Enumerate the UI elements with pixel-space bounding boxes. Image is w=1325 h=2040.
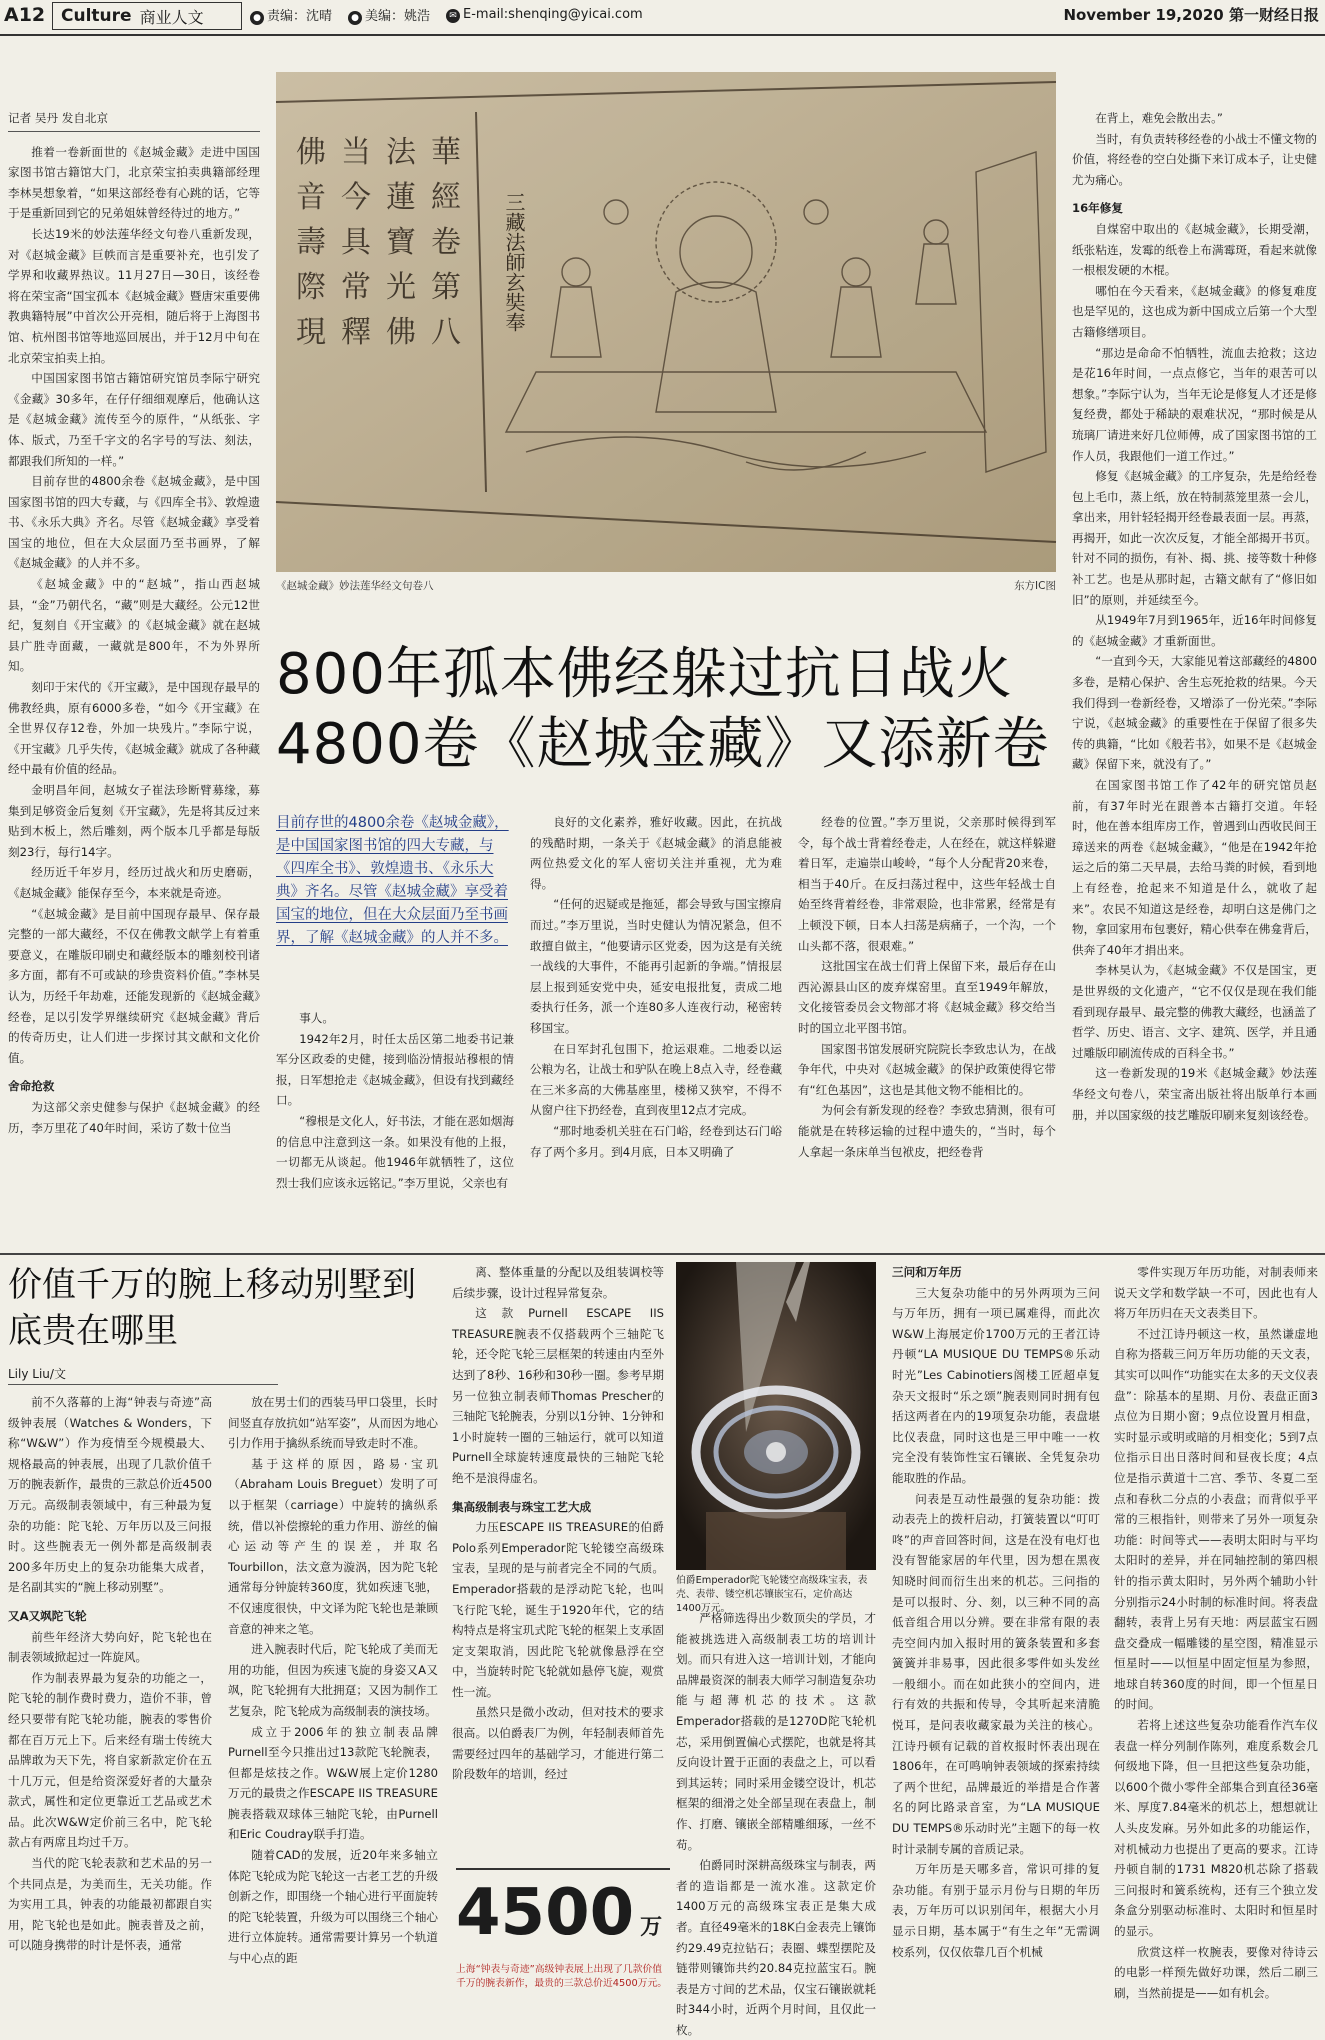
svg-text:蓮: 蓮 <box>386 180 416 215</box>
designer-icon: ● <box>348 11 362 25</box>
section-divider <box>0 1253 1325 1255</box>
paragraph: 力压ESCAPE IIS TREASURE的伯爵Polo系列Emperador陀飞轮镂空高级珠宝表，呈现的是与前者完全不同的气质。Emperador搭载的是浮动陀飞轮，也叫飞行陀飞轮，诞生于1920年代，它的结构特点是将宝玑式陀飞轮的框架上支承固定支架取消，因此陀飞轮就像悬浮在空中，当旋转时陀飞轮就如悬停飞旋，观赏性一流。 <box>452 1520 664 1699</box>
page-header <box>0 0 1325 38</box>
svg-text:經: 經 <box>431 180 461 215</box>
article2-col1 <box>8 1392 212 2012</box>
svg-text:卷: 卷 <box>431 225 461 260</box>
paragraph: 若将上述这些复杂功能看作汽车仪表盘一样分列制作陈列，难度系数会几何级地下降，但一旦把这些复杂功能，以600个微小零件全部集合到直径36毫米、厚度7.84毫米的机芯上，想想就让人头皮发麻。另外如此多的功能运作，对机械动力也提出了更高的要求。江诗丹顿自制的1731 M820机芯除了搭载三问报时和簧系统构，还有三个独立发条盒分别驱动标准时、太阳时和恒星时的显示。 <box>1114 1718 1318 1938</box>
paragraph: 离、整体重量的分配以及组装调校等后续步骤，设计过程异常复杂。 <box>452 1265 664 1300</box>
article1-col1-body <box>8 142 260 1069</box>
paragraph: 目前存世的4800余卷《赵城金藏》，是中国国家图书馆的四大专藏，与《四库全书》、敦煌遗书、《永乐大典》齐名。尽管《赵城金藏》享受着国宝的地位，但在大众层面乃至书画界，了解《赵城金藏》的人并不多。 <box>8 474 260 571</box>
paragraph: 李林昊认为，《赵城金藏》不仅是国宝，更是世界级的文化遗产，“它不仅仅是现在我们能看到现存最早、最完整的佛教大藏经，也涵盖了哲学、历史、语言、文字、建筑、医学，并且通过雕版印刷流传成的百科全书。” <box>1072 963 1317 1060</box>
svg-text:際: 際 <box>296 270 326 305</box>
paragraph: 哪怕在今天看来，《赵城金藏》的修复难度也是罕见的，这也成为新中国成立后第一个大型古籍修缮项目。 <box>1072 283 1317 339</box>
paragraph: “那时地委机关驻在石门峪，经卷到达石门峪存了两个多月。到4月底，日本又明确了 <box>530 1123 782 1159</box>
article2-col2 <box>228 1392 438 2012</box>
svg-text:法: 法 <box>386 135 416 170</box>
article1-headline <box>276 640 1056 780</box>
svg-text:具: 具 <box>341 225 371 260</box>
paragraph: 万年历是天哪多音，常识可排的复杂功能。有别于显示月份与日期的年历表，万年历可以识别闰年，根据大小月显示日期，基本属于“有生之年”无需调校系列，仅仅依靠几百个机械 <box>892 1862 1100 1959</box>
paragraph: 推着一卷新面世的《赵城金藏》走进中国国家图书馆古籍馆大门，北京荣宝拍卖典籍部经理李林昊想象着，“如果这部经卷有心跳的话，它等于是重新回到它的兄弟姐妹曾经待过的地方。” <box>8 144 260 221</box>
big-number-callout <box>456 1878 670 1991</box>
article1-col4 <box>798 812 1056 1248</box>
paragraph: 刻印于宋代的《开宝藏》，是中国现存最早的佛教经典，原有6000多卷，“如今《开宝藏》在全世界仅存12卷，外加一块残片。”李际宁说，《开宝藏》几乎失传，《赵城金藏》就成了各种藏经中最有价值的经品。 <box>8 680 260 777</box>
scroll-translator-text: 三藏法師玄奘奉 <box>502 192 526 332</box>
paragraph: 《赵城金藏》中的“赵城”，指山西赵城县，“金”乃朝代名，“藏”则是大藏经。公元12世纪，复刻自《开宝藏》的《赵城金藏》就在赵城县广胜寺面藏，一藏就是800年，不为外界所知。 <box>8 577 260 674</box>
callout-rule <box>456 1868 670 1870</box>
editor-icon: ● <box>250 11 264 25</box>
article1-col1 <box>8 108 260 1248</box>
svg-text:華: 華 <box>431 135 461 170</box>
paragraph: 金明昌年间，赵城女子崔法珍断臂募缘，募集到足够资金后复刻《开宝藏》，先是将其反过来贴到木板上，然后雕刻，两个版本几乎都是每版刻23行，每行14字。 <box>8 783 260 859</box>
article2-col5 <box>892 1262 1100 2012</box>
article2-byline: Lily Liu/文 <box>8 1365 278 1385</box>
paragraph: “一直到今天，大家能见着这部藏经的4800多卷，是精心保护、舍生忘死抢救的结果。今天我们得到一卷新经卷，又增添了一份光荣。”李际宁说，《赵城金藏》的重要性在于保留了很多失传的典籍，“比如《般若书》，如果不是《赵城金藏》保留下来，就没有了。” <box>1072 654 1317 772</box>
paragraph: 事人。 <box>299 1011 334 1025</box>
paragraph: 为这部父亲史健参与保护《赵城金藏》的经历，李万里花了40年时间，采访了数十位当 <box>8 1099 260 1135</box>
paragraph: 作为制表界最为复杂的功能之一，陀飞轮的制作费时费力，造价不菲，曾经只要带有陀飞轮功能，腕表的零售价都在百万元上下。后来经有瑞士传统大品牌敢为天下先，将自家新款定价在五十几万元，但是给资深爱好者的大量杂款式，属性和定位更靠近工艺品或艺术品。此次W&W定价前三名中，陀飞轮款占有两席且均过千万。 <box>8 1670 212 1850</box>
article2-col3 <box>452 1262 664 1862</box>
editor-credit: ● 责编：沈晴 <box>250 5 332 25</box>
subhead-repeater: 三问和万年历 <box>892 1265 962 1279</box>
subhead-jewelry: 集高级制表与珠宝工艺大成 <box>452 1499 592 1514</box>
email-icon: ✉ <box>446 9 460 23</box>
paragraph: 长达19米的妙法莲华经文句卷八重新发现，对《赵城金藏》巨帙而言是重要补充，也引发了学界和收藏界热议。11月27日—30日，该经卷将在荣宝斋“国宝孤本《赵城金藏》暨唐宋重要佛教典籍特展”中首次公开亮相，随后将于上海图书馆、杭州图书馆等地巡回展出，并于12月中旬在北京荣宝拍卖上拍。 <box>8 226 260 365</box>
paragraph: 基于这样的原因，路易·宝玑（Abraham Louis Breguet）发明了可以于框架（carriage）中旋转的擒纵系统，借以补偿擦轮的重力作用、游丝的偏心运动等产生的误差，并取名Tourbillon，法文意为漩涡，因为陀飞轮通常每分钟旋转360度，犹如疾速飞驰，不仅速度很快，中文译为陀飞轮也是兼顾音意的神来之笔。 <box>228 1456 438 1636</box>
paper-name: 第一财经日报 <box>1228 6 1319 24</box>
page-number: A12 <box>4 4 46 26</box>
paragraph: 从1949年7月到1965年，近16年时间修复的《赵城金藏》才重新面世。 <box>1072 613 1317 648</box>
article2-col6 <box>1114 1262 1318 2012</box>
subhead-tourbillon: 又A又飒陀飞轮 <box>8 1608 87 1623</box>
svg-text:今: 今 <box>341 180 371 215</box>
paragraph: 经历近千年岁月，经历过战火和历史磨砺，《赵城金藏》能保存至今，本来就是奇迹。 <box>8 865 260 900</box>
svg-text:現: 現 <box>296 315 326 350</box>
paragraph: 在国家图书馆工作了42年的研究馆员赵前，有37年时光在跟善本古籍打交道。年轻时，他在善本组库房工作，曾遇到山西收民间王璋送来的两卷《赵城金藏》，“他是在1942年抢运之后的第二天早晨，去给马粪的时候，看到地上有经卷，抢起来不知道是什么，就收了起来”。农民不知道这是经卷，却明白这是佛门之物，拿回家用布包裹好，精心供奉在佛龛背后，供奔了40年才捐出来。 <box>1072 778 1317 957</box>
paragraph: 虽然只是微小改动，但对技术的要求很高。以伯爵表厂为例，年轻制表师首先需要经过四年的基础学习，才能进行第二阶段数年的培训，经过 <box>452 1705 664 1782</box>
editor-info <box>250 5 643 25</box>
svg-text:常: 常 <box>341 270 371 305</box>
big-number-caption: 上海“钟表与奇迹”高级钟表展上出现了几款价值千万的腕表新作，最贵的三款总价近4500万元。 <box>456 1964 668 1989</box>
subhead-rescue: 舍命抢救 <box>8 1079 55 1094</box>
paragraph: 随着CAD的发展，近20年来多轴立体陀飞轮成为陀飞轮这一古老工艺的升级创新之作，即围绕一个轴心进行平面旋转的陀飞轮装置，升级为可以围绕三个轴心进行立体旋转。通常需要计算另一个轨道与中心点的距 <box>228 1848 438 1966</box>
paragraph: 这款Purnell ESCAPE IIS TREASURE腕表不仅搭载两个三轴陀飞轮，还令陀飞轮三层框架的转速由内至外达到了8秒、16秒和30秒一圈。参考早期另一位独立制表师Thomas Prescher的三轴陀飞轮腕表，分别以1分钟、1分钟和1小时旋转一圈的三轴运行，就可以知道Purnell全球旋转速度最快的三轴陀飞轮绝不是浪得虚名。 <box>452 1306 664 1485</box>
paragraph: 欣赏这样一枚腕表，要像对待诗云的电影一样预先做好功课，然后二刷三刷，当然前提是——如有机会。 <box>1114 1944 1318 2000</box>
article1-col5 <box>1072 108 1317 1248</box>
paragraph: 前不久落幕的上海“钟表与奇迹”高级钟表展（Watches & Wonders，下称“W&W”）作为疫情至今规模最大、规格最高的钟表展，出现了几款价值千万的腕表新作，最贵的三款总价近4500万元。高级制表领域中，有三种最为复杂的功能：陀飞轮、万年历以及三问报时。这些腕表无一例外都是高级制表200多年历史上的复杂功能集大成者，是名副其实的“腕上移动别墅”。 <box>8 1395 212 1595</box>
svg-text:佛: 佛 <box>296 135 326 170</box>
paragraph: “穆根是文化人，好书法，才能在恶如烟海的信息中注意到这一条。如果没有他的上报，一切都无从谈起。他1946年就牺牲了，这位烈士我们应该永远铭记。”李万里说，父亲也有 <box>276 1113 514 1190</box>
big-number-unit: 万 <box>640 1915 663 1940</box>
svg-text:光: 光 <box>386 270 416 305</box>
svg-text:佛: 佛 <box>386 315 416 350</box>
paragraph: 为何会有新发现的经卷？李致忠猜测，很有可能就是在转移运输的过程中遗失的，“当时，每个人拿起一条床单当包袱皮，把经卷背 <box>798 1103 1056 1159</box>
paragraph: 三大复杂功能中的另外两项为三问与万年历，拥有一项已属难得，而此次W&W上海展定价1700万元的王者江诗丹顿“LA MUSIQUE DU TEMPS®乐动时光”Les Cabinotiers阁楼工匠超卓复杂天文报时“乐之颂”腕表则同时拥有包括这两者在内的19项复杂功能，表盘堪比仪表盘，同时这也是三甲中唯一一枚完全没有装饰性宝石镶嵌、全凭复杂功能取胜的作品。 <box>892 1285 1100 1485</box>
header-rule <box>0 34 1325 36</box>
paragraph: 前些年经济大势向好，陀飞轮也在制表领域掀起过一阵旋风。 <box>8 1629 212 1665</box>
paragraph: 在日军封孔包围下，抢运艰难。二地委以运公粮为名，让战士和驴队在晚上8点入寺，经卷藏在三米多高的大佛基座里，楼梯又狭窄，不得不从窗户往下扔经卷，直到夜里12点才完成。 <box>530 1041 782 1118</box>
designer-credit: ● 美编：姚浩 <box>348 5 430 25</box>
paragraph: 进入腕表时代后，陀飞轮成了美而无用的功能，但因为疾速飞旋的身姿又A又飒，陀飞轮拥有大批拥趸；又因为制作工艺复杂，陀飞轮成为高级制表的演技场。 <box>228 1642 438 1718</box>
headline-line1: 800年孤本佛经躲过抗日战火 <box>276 642 1013 707</box>
scroll-photo <box>276 72 1056 572</box>
section-name: Culture <box>61 6 132 26</box>
svg-text:寶: 寶 <box>386 225 416 260</box>
paragraph: 零件实现万年历功能，对制表师来说天文学和数学缺一不可，因此也有人将万年历归在天文表类目下。 <box>1114 1265 1318 1321</box>
paragraph: “任何的迟疑或是拖延，都会导致与国宝擦肩而过。”李万里说，当时史健认为情况紧急，但不敢擅自做主，“他要请示区党委，因为这是有关统一战线的大事件，不能再引起新的争端。”情报层层上报到延安党中央，延安电报批复，责成二地委执行任务，派一个连80多人连夜行动，秘密转移国宝。 <box>530 897 782 1035</box>
issue-date: November 19,2020 第一财经日报 <box>1063 6 1319 24</box>
subhead-restoration: 16年修复 <box>1072 201 1123 216</box>
scroll-photo-caption: 《赵城金藏》妙法莲华经文句卷八 东方IC图 <box>276 580 1056 592</box>
headline-line2: 4800卷《赵城金藏》又添新卷 <box>276 712 1050 777</box>
paragraph: 1942年2月，时任太岳区第二地委书记兼军分区政委的史健，接到临汾情报站穆根的情报，日军想抢走《赵城金藏》，但设有找到藏经口。 <box>276 1031 514 1108</box>
section-box <box>52 2 242 30</box>
pull-quote: 目前存世的4800余卷《赵城金藏》，是中国国家图书馆的四大专藏，与《四库全书》、敦煌遗书、《永乐大典》齐名。尽管《赵城金藏》享受着国宝的地位，但在大众层面乃至书画界，了解《赵城金藏》的人并不多。 <box>276 815 509 946</box>
article1-col3 <box>530 812 782 1248</box>
paragraph: 伯爵同时深耕高级珠宝与制表，两者的造诣都是一流水准。这款定价1400万元的高级珠宝表正是集大成者。直径49毫米的18K白金表壳上镶饰约29.49克拉钻石；表圈、蝶型摆陀及链带则镶饰共约20.84克拉蓝宝石。腕表是方寸间的艺术品，仅宝石镶嵌就耗时344小时，近两个月时间，且仅此一枚。 <box>676 1858 876 2037</box>
paragraph: 当时，有负责转移经卷的小战士不懂文物的价值，将经卷的空白处撕下来订成本子，让史健尤为痛心。 <box>1072 131 1317 187</box>
paragraph: 问表是互动性最强的复杂功能：拨动表壳上的拨杆启动，打簧装置以“叮叮咚”的声音回答时间，这是在没有电灯也没有智能家居的年代里，因为想在黑夜知晓时间而衍生出来的机芯。三问指的是可以报时、分、刻，以三种不同的高低音组合用以分辨。要在非常有限的表壳空间内加入报时用的簧条装置和多套簧簧并非易事，因此很多零件如头发丝一般细小。而在如此狭小的空间内，进行有效的共振和传导，令其听起来清脆悦耳，是问表收藏家最为关注的核心。江诗丹顿有记载的首枚报时怀表出现在1806年，在可鸣响钟表领域的探索持续了两个世纪，品牌最近的举措是合作著名的阿比路录音室，为“LA MUSIQUE DU TEMPS®乐动时光”主题下的每一枚时计录制专属的音质记录。 <box>892 1491 1100 1856</box>
photo-credit: 东方IC图 <box>1014 580 1056 592</box>
paragraph: “《赵城金藏》是目前中国现存最早、保存最完整的一部大藏经，不仅在佛教文献学上有着重要意义，在雕版印刷史和藏经版本的雕刻校刊诸多方面，都有不可或缺的珍贵资料价值。”李林昊认为，历经千年劫难，还能发现新的《赵城金藏》经卷，足以引发学界继续研究《赵城金藏》背后的传奇历史，让人们进一步探讨其文献和文化价值。 <box>8 906 260 1065</box>
svg-text:第: 第 <box>431 270 461 305</box>
svg-text:当: 当 <box>341 135 371 170</box>
paragraph: 严格筛选得出少数顶尖的学员，才能被挑选进入高级制表工坊的培训计划。而只有进入这一培训计划，才能向品牌最资深的制表大师学习制造复杂功能与超薄机芯的技术。这款Emperador搭载的是1270D陀飞轮机芯，采用倒置偏心式摆陀，也就是将其反向设计置于正面的表盘之上，可以看到其运转；同时采用金镂空设计，机芯框架的细滑之处全部呈现在表盘上，制作、打磨、镶嵌全部精雕细琢，一丝不苟。 <box>676 1611 876 1852</box>
paragraph: 放在男士们的西装马甲口袋里，长时间竖直存放抗如“站军姿”，从而因为地心引力作用于擒纵系统而导致走时不准。 <box>228 1395 438 1451</box>
svg-text:八: 八 <box>431 315 461 350</box>
svg-text:釋: 釋 <box>341 315 371 350</box>
paragraph: 自煤窑中取出的《赵城金藏》，长期受潮，纸张粘连，发霉的纸卷上布满霉斑，看起来就像一根根发硬的木棍。 <box>1072 221 1317 278</box>
paragraph: 国家图书馆发展研究院院长李致忠认为，在战争年代，中央对《赵城金藏》的保护政策使得它带有“红色基因”，这也是其他文物不能相比的。 <box>798 1041 1056 1097</box>
article1-byline: 记者 吴丹 发自北京 <box>8 108 260 132</box>
paragraph: 中国国家图书馆古籍馆研究馆员李际宁研究《金藏》30多年，在仔仔细细观摩后，他确认这是《赵城金藏》流传至今的原件，“从纸张、字体、版式，乃至千字文的名字号的写法、刻法，都跟我们所知的一样。” <box>8 371 260 468</box>
big-number: 4500 万 <box>456 1876 663 1950</box>
svg-text:壽: 壽 <box>296 225 326 260</box>
paragraph: 修复《赵城金藏》的工序复杂，先是给经卷包上毛巾，蒸上纸，放在特制蒸笼里蒸一会儿，拿出来，用针轻轻揭开经卷最表面一层。再蒸，再揭开，如此一次次反复，才能全部揭开书页。针对不同的损伤，有补、揭、挑、接等数十种修补工艺。也是从那时起，古籍文献有了“修旧如旧”的原则，并延续至今。 <box>1072 469 1317 607</box>
watch-photo-caption: 伯爵Emperador陀飞轮镂空高级珠宝表，表壳、表带、镂空机芯镶嵌宝石，定价高达1400万元。 <box>676 1575 868 1614</box>
email-credit: ✉ E-mail:shenqing@yicai.com <box>446 7 643 23</box>
article1-col1-tail <box>8 1097 260 1138</box>
svg-text:音: 音 <box>296 180 326 215</box>
paragraph: 这批国宝在战士们背上保留下来，最后存在山西沁源县山区的废弃煤窑里。直至1949年解放，文化接管委员会文物部才将《赵城金藏》移交给当时的国立北平图书馆。 <box>798 959 1056 1035</box>
paragraph: 良好的文化素养，雅好收藏。因此，在抗战的残酷时期，一条关于《赵城金藏》的消息能被两位热爱文化的军人密切关注并重视，尤为难得。 <box>530 815 782 891</box>
article2-headline: 价值千万的腕上移动别墅到底贵在哪里 <box>8 1265 416 1351</box>
paragraph: 成立于2006年的独立制表品牌Purnell至今只推出过13款陀飞轮腕表，但都是炫技之作。W&W展上定价1280万元的最贵之作ESCAPE IIS TREASURE腕表搭载双球体三轴陀飞轮，由Purnell和Eric Coudray联手打造。 <box>228 1724 438 1842</box>
paragraph: 这一卷新发现的19米《赵城金藏》妙法莲华经文句卷八，荣宝斋出版社将出版单行本画册，并以国家级的技艺雕版印刷来复刻该经卷。 <box>1072 1066 1317 1122</box>
article2-col4 <box>676 1608 876 2037</box>
paragraph: 不过江诗丹顿这一枚，虽然谦虚地自称为搭载三问万年历功能的天文表，其实可以叫作“功能实在太多的天文仪表盘”：除基本的星期、月份、表盘正面3点位为日期小窗；9点位设置月相盘，实时显示或明或暗的月相变化；5到7点位指示日出日落时间和昼夜长度；4点位是指示黄道十二宫、季节、冬夏二至点和春秋二分点的小表盘；而背似乎平常的三根指针，则带来了另外一项复杂功能：时间等式——表明太阳时与平均太阳时的差异，并在同轴控制的第四根针的指示黄太阳时，另外两个辅助小针分别指示24小时制的标准时间。将表盘翻转，表背上另有天地：两层蓝宝石圆盘交叠成一幅雕镂的星空图，精准显示恒星时——以恒星中固定恒星为参照，地球自转360度的时间，即一个恒星日的时间。 <box>1114 1326 1318 1712</box>
paragraph: 当代的陀飞轮表款和艺术品的另一个共同点是，为美而生，无关功能。作为实用工具，钟表的功能最初都跟自实用，陀飞轮也是如此。腕表普及之前，可以随身携带的时计是怀表，通常 <box>8 1856 212 1953</box>
paragraph: 经卷的位置。”李万里说，父亲那时候得到军令，每个战士背着经卷走，人在经在，就这样躲避着日军，走遍崇山峻岭，“每个人分配背20来卷，相当于40斤。在反扫荡过程中，这些年轻战士自始至终背着经卷，非常艰险，也非常累，经常是有上顿没下顿，日本人扫荡是病痛子，一个沟，一个山头都不落，很艰难。” <box>798 815 1056 953</box>
section-name-cn: 商业人文 <box>139 7 204 27</box>
paragraph: “那边是命命不怕牺牲，流血去抢救；这边是花16年时间，一点点修它，当年的艰苦可以想象。”李际宁认为，当年无论是修复人才还是修复经费，都处于稀缺的艰难状况，“那时候是从琉璃厂请进来好几位师傅，成了国家图书馆的工作人员，我跟他们一道工作过。” <box>1072 345 1317 463</box>
watch-photo <box>676 1262 876 1570</box>
paragraph: 在背上，难免会散出去。” <box>1095 111 1223 125</box>
article1-col2 <box>276 1008 514 1248</box>
